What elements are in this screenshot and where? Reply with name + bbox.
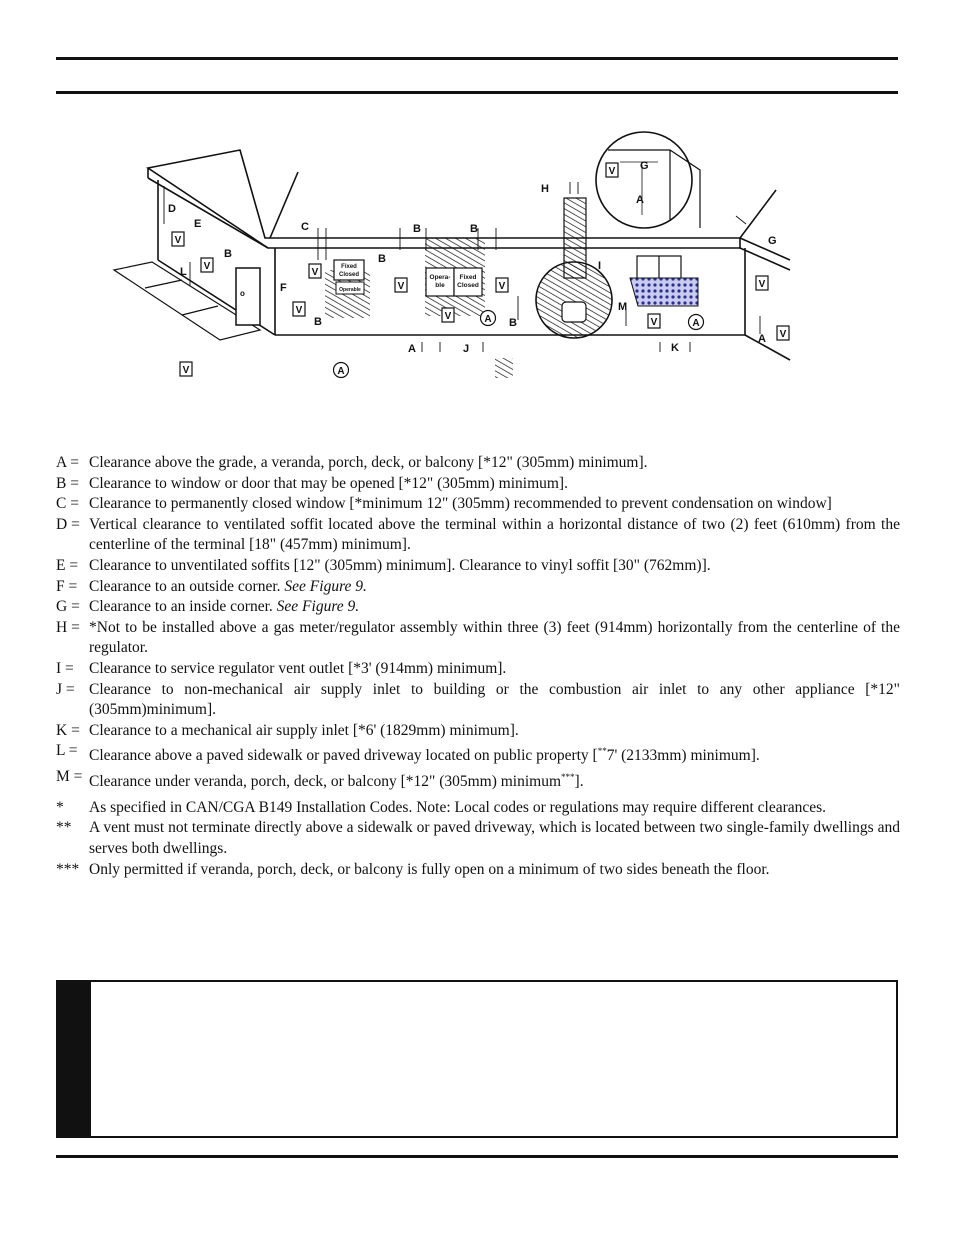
legend-row-f: F = Clearance to an outside corner. See Figure 9. [56,577,367,595]
air-inlet-marker [481,311,496,326]
svg-text:Closed: Closed [338,272,360,278]
svg-text:Fixed: Fixed [459,274,477,281]
legend-row-k: K = Clearance to a mechanical air supply inlet [*6' (1829mm) minimum]. [56,721,519,739]
svg-text:V: V [779,329,787,340]
svg-text:V: V [608,166,616,177]
vent-marker [309,264,321,278]
svg-text:J: J [463,343,470,355]
veranda-deck [630,256,698,306]
legend-row-g: G = Clearance to an inside corner. See Figure 9. [56,598,360,616]
figure-reference: See Figure 9. [276,598,360,616]
air-inlet-marker [689,315,704,330]
svg-text:ble: ble [435,282,445,289]
svg-text:L: L [180,266,187,278]
svg-text:V: V [295,305,303,316]
svg-text:V: V [203,261,211,272]
svg-text:A: A [484,314,492,325]
svg-text:V: V [311,267,319,278]
svg-text:V: V [444,311,452,322]
svg-text:B: B [470,223,478,235]
svg-text:B: B [509,317,517,329]
svg-text:G: G [768,235,777,247]
window-operable-pair [426,268,482,296]
notice-box [56,980,898,1138]
vent-marker [442,308,454,322]
svg-text:Opera-: Opera- [429,274,451,281]
hatch-legend-swatch [495,358,513,378]
svg-text:A: A [408,343,416,355]
vent-clearance-diagram [100,120,860,410]
svg-text:B: B [413,223,421,235]
svg-text:A: A [337,366,345,377]
vent-marker-key [180,362,192,376]
svg-text:F: F [280,282,287,294]
legend-row-i: I = Clearance to service regulator vent outlet [*3' (914mm) minimum]. [56,659,507,677]
vent-marker [395,278,407,292]
legend-row-l: L = Clearance above a paved sidewalk or paved driveway located on public property [**7' (2133mm) minimum]. [56,742,760,765]
svg-text:D: D [168,203,176,215]
legend-row-c: C = Clearance to permanently closed window [*minimum 12" (305mm) recommended to prevent condensation on window] [56,495,832,513]
svg-text:Closed: Closed [457,282,479,289]
svg-text:C: C [301,221,309,233]
vent-marker [648,314,660,328]
svg-text:A: A [692,318,700,329]
vent-marker [293,302,305,316]
legend-row-m: M = Clearance under veranda, porch, deck, or balcony [*12" (305mm) minimum***]. [56,768,584,791]
header-rule-top [56,57,898,60]
header-rule-bottom [56,91,898,94]
legend-row-d: D = Vertical clearance to ventilated soffit located above the terminal within a horizontal distance of two (2) feet (610mm) from the centerline of the terminal [18" (457mm) minimum]. [56,515,900,554]
svg-text:V: V [174,235,182,246]
legend-row-b: B = Clearance to window or door that may be opened [*12" (305mm) minimum]. [56,474,568,492]
clearance-legend [56,453,900,880]
legend-row-h: H = *Not to be installed above a gas meter/regulator assembly within three (3) feet (914mm) horizontally from the centerline of the regulator. [56,618,900,657]
svg-text:V: V [182,365,190,376]
svg-text:V: V [650,317,658,328]
vent-marker [777,326,789,340]
vent-marker [201,258,213,272]
svg-text:V: V [397,281,405,292]
svg-text:B: B [378,253,386,265]
footnotes [56,798,900,880]
vent-marker [756,276,768,290]
vent-marker [172,232,184,246]
svg-text:K: K [671,342,679,354]
svg-text:A: A [636,194,644,206]
door-knob-label: o [240,289,245,298]
svg-text:A: A [758,333,766,345]
svg-text:Fixed: Fixed [341,264,357,270]
svg-text:Operable: Operable [339,287,361,293]
legend-row-e: E = Clearance to unventilated soffits [12" (305mm) minimum]. Clearance to vinyl soffit [30" (762mm)]. [56,556,711,574]
vent-marker [606,163,618,177]
notice-box-sidebar [58,982,91,1136]
footnote: * As specified in CAN/CGA B149 Installation Codes. Note: Local codes or regulations may require different clearances. [56,798,827,816]
svg-text:G: G [640,160,649,172]
legend-row-a: A = Clearance above the grade, a veranda, porch, deck, or balcony [*12" (305mm) minimum]. [56,454,648,471]
vent-marker [496,278,508,292]
air-inlet-marker-key [334,363,349,378]
svg-text:V: V [498,281,506,292]
svg-text:M: M [618,301,628,313]
footer-rule [56,1155,898,1158]
svg-text:H: H [541,183,549,195]
inside-corner-detail-circle [596,132,700,228]
svg-text:E: E [194,218,202,230]
svg-text:V: V [758,279,766,290]
footnote: ** A vent must not terminate directly above a sidewalk or paved driveway, which is located between two single-family dwellings and serves both dwellings. [56,819,900,857]
footnote: *** Only permitted if veranda, porch, deck, or balcony is fully open on a minimum of two sides beneath the floor. [56,860,770,878]
window-fixed-closed-left [334,260,364,294]
svg-text:B: B [314,316,322,328]
svg-text:I: I [598,260,602,272]
figure-reference: See Figure 9. [284,577,367,595]
legend-row-j: J = Clearance to non-mechanical air supply inlet to building or the combustion air inlet to any other appliance [*12" (305mm)minimum]. [56,680,900,719]
svg-text:B: B [224,248,232,260]
